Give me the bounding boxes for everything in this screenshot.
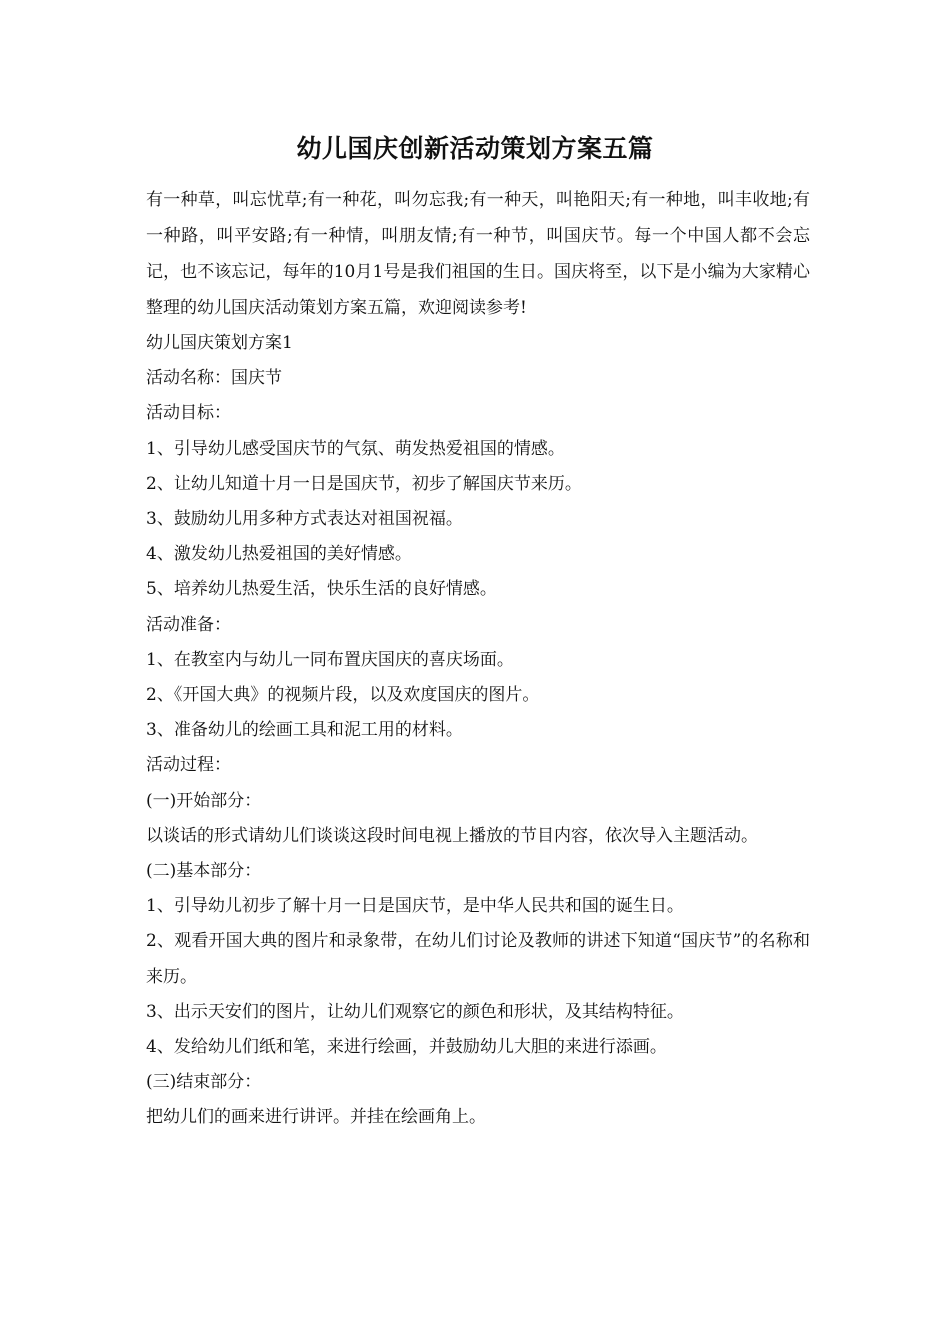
goal-item: 1、引导幼儿感受国庆节的气氛、萌发热爱祖国的情感。 [146,438,565,459]
prep-item: 2、《开国大典》的视频片段，以及欢度国庆的图片。 [146,685,540,706]
section-heading: 幼儿国庆策划方案1 [146,333,293,353]
part2-item: 2、观看开国大典的图片和录象带，在幼儿们讨论及教师的讲述下知道“国庆节”的名称和来历。 [146,931,810,987]
part2-heading: (二)基本部分： [146,861,262,882]
document-title: 幼儿国庆创新活动策划方案五篇 [296,134,654,163]
part3-text: 把幼儿们的画来进行讲评。并挂在绘画角上。 [146,1107,486,1128]
intro-paragraph: 有一种草，叫忘忧草;有一种花，叫勿忘我;有一种天，叫艳阳天;有一种地，叫丰收地;有一种路，叫平安路;有一种情，叫朋友情;有一种节，叫国庆节。每一个中国人都不会忘记，也不该忘记，每年的10月1号是我们祖国的生日。国庆将至，以下是小编为大家精心整理的幼儿国庆活动策划方案五篇，欢迎阅读参考! [146,190,810,318]
goal-item: 5、培养幼儿热爱生活，快乐生活的良好情感。 [146,579,497,600]
activity-name: 活动名称：国庆节 [146,368,282,389]
prep-item: 3、准备幼儿的绘画工具和泥工用的材料。 [146,720,463,741]
process-heading: 活动过程： [146,755,231,776]
part1-text: 以谈话的形式请幼儿们谈谈这段时间电视上播放的节目内容，依次导入主题活动。 [146,825,758,846]
part2-item: 3、出示天安们的图片，让幼儿们观察它的颜色和形状，及其结构特征。 [146,1001,684,1022]
goal-item: 2、让幼儿知道十月一日是国庆节，初步了解国庆节来历。 [146,473,582,494]
part1-heading: (一)开始部分： [146,790,262,811]
goal-item: 3、鼓励幼儿用多种方式表达对祖国祝福。 [146,509,463,530]
part2-item: 4、发给幼儿们纸和笔，来进行绘画，并鼓励幼儿大胆的来进行添画。 [146,1037,667,1058]
prep-heading: 活动准备： [146,614,231,635]
part3-heading: (三)结束部分： [146,1072,262,1093]
part2-item: 1、引导幼儿初步了解十月一日是国庆节，是中华人民共和国的诞生日。 [146,896,684,917]
goal-item: 4、激发幼儿热爱祖国的美好情感。 [146,544,412,565]
document-body [146,182,810,1136]
prep-item: 1、在教室内与幼儿一同布置庆国庆的喜庆场面。 [146,649,514,670]
goals-heading: 活动目标： [146,403,231,424]
